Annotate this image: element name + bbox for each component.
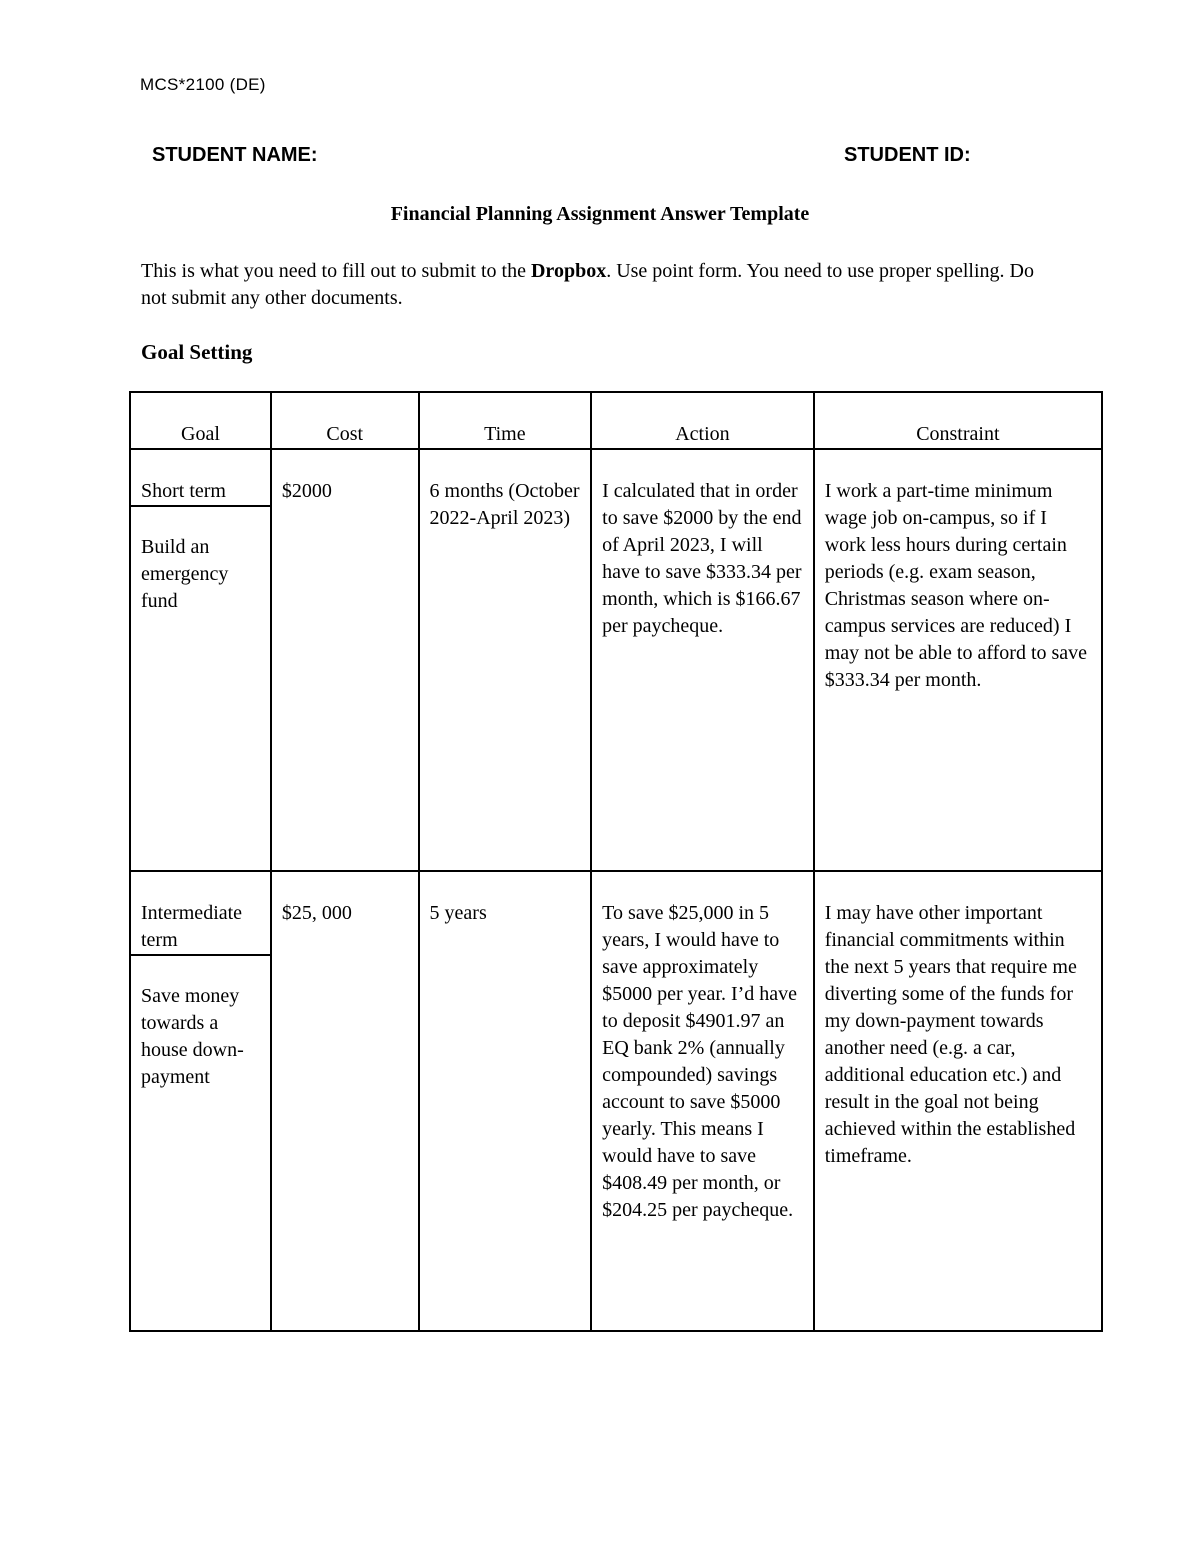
goal-description: Build an emergency fund: [141, 536, 229, 612]
column-header-action: Action: [591, 392, 814, 449]
time-value: 5 years: [429, 902, 487, 924]
cost-value: $25, 000: [281, 902, 352, 924]
column-header-cost: Cost: [271, 392, 419, 449]
constraint-cell: [814, 449, 1102, 871]
action-text: I calculated that in order to save $2000 by the end of April 2023, I will have to save $333.34 per month, which is $166.67 per paycheque.: [602, 480, 802, 637]
goal-term: Short term: [131, 450, 270, 507]
section-heading: Goal Setting: [141, 340, 253, 364]
time-cell: [419, 449, 592, 871]
document-title: Financial Planning Assignment Answer Template: [390, 203, 810, 225]
column-header-goal: Goal: [130, 392, 271, 449]
student-name-label: STUDENT NAME:: [152, 144, 318, 166]
table-header-row: [130, 392, 1102, 449]
constraint-text: I may have other important financial commitments within the next 5 years that require me diverting some of the funds for my down-payment towards another need (e.g. a car, additional education etc.) and result in the goal not being achieved within the established timeframe.: [824, 902, 1077, 1167]
cost-value: $2000: [281, 480, 332, 502]
action-cell: [591, 449, 814, 871]
goal-setting-table: [129, 391, 1103, 1332]
intro-text-end: . Use point form. You need to use proper spelling. Do not submit any other documents.: [141, 260, 1034, 309]
goal-term: Intermediate term: [131, 872, 270, 956]
cost-cell: [271, 449, 419, 871]
table-row: [130, 449, 1102, 871]
action-text: To save $25,000 in 5 years, I would have to save approximately $5000 per year. I’d have to deposit $4901.97 an EQ bank 2% (annually compounded) savings account to save $5000 yearly. This means I would have to save $408.49 per month, or $204.25 per paycheque.: [602, 902, 798, 1221]
constraint-cell: [814, 871, 1102, 1331]
goal-cell: [130, 449, 271, 871]
action-cell: [591, 871, 814, 1331]
column-header-time: Time: [419, 392, 592, 449]
column-header-constraint: Constraint: [814, 392, 1102, 449]
intro-paragraph: [141, 258, 1041, 312]
student-id-label: STUDENT ID:: [844, 144, 971, 166]
constraint-text: I work a part-time minimum wage job on-campus, so if I work less hours during certain periods (e.g. exam season, Christmas season where on-campus services are reduced) I may not be able to afford to save $333.34 per month.: [824, 480, 1088, 691]
goal-cell: [130, 871, 271, 1331]
course-code: MCS*2100 (DE): [140, 75, 266, 94]
time-value: 6 months (October 2022-April 2023): [429, 480, 580, 529]
intro-text-bold: Dropbox: [530, 260, 607, 282]
intro-text-start: This is what you need to fill out to submit to the: [141, 260, 531, 282]
goal-description: Save money towards a house down-payment: [141, 985, 244, 1088]
table-row: [130, 871, 1102, 1331]
time-cell: [419, 871, 592, 1331]
cost-cell: [271, 871, 419, 1331]
